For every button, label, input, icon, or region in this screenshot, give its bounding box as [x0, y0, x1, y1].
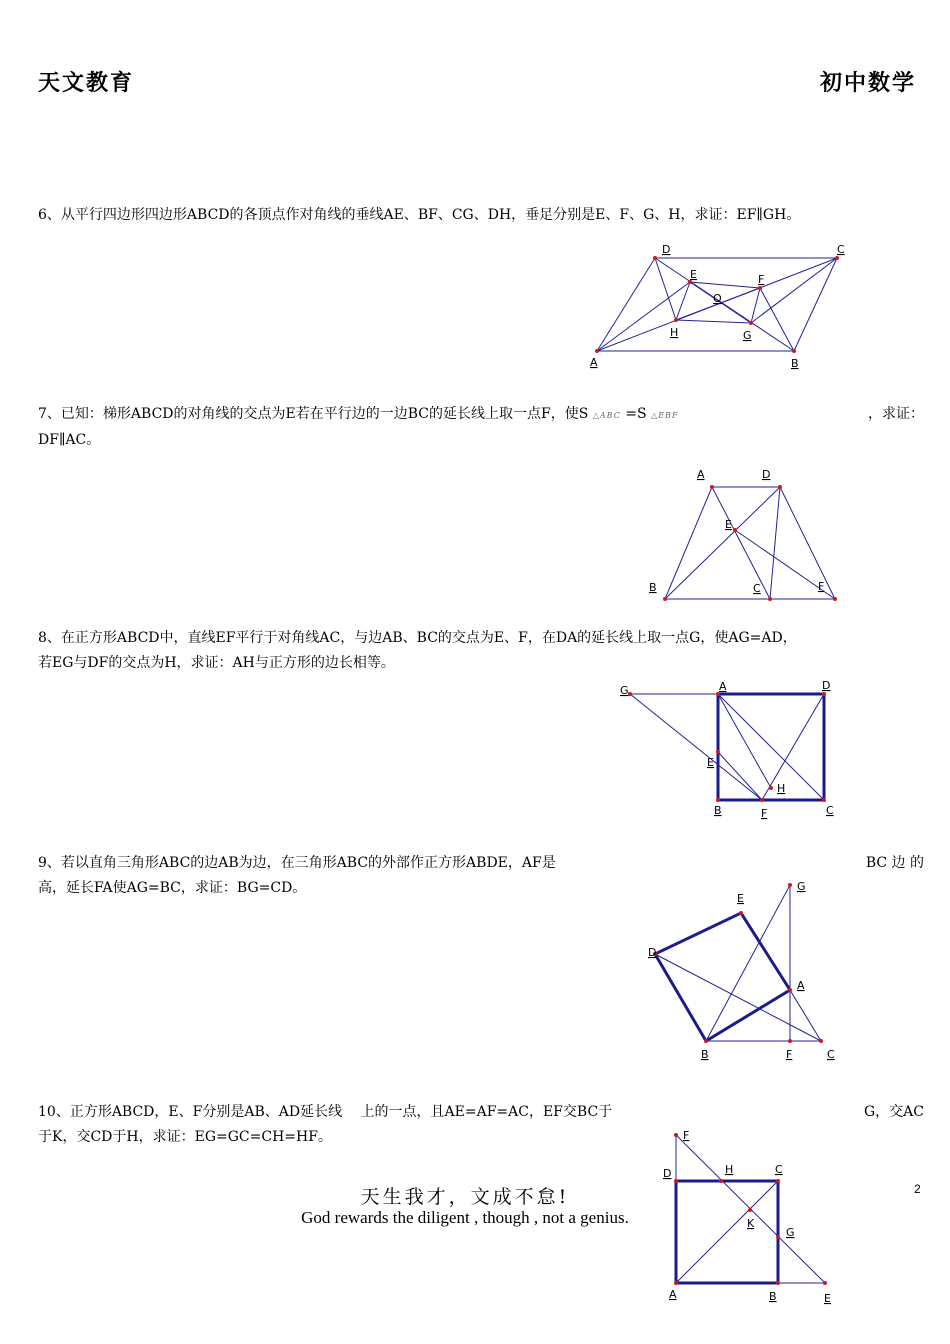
label-k: K: [747, 1217, 755, 1230]
point-g: [628, 692, 632, 696]
problem-10-line-2: 于K，交CD于H，求证：EG=GC=CH=HF。: [38, 1129, 332, 1145]
problem-7-line-1-start: 7、已知：梯形ABCD的对角线的交点为E若在平行边的一边BC的延长线上取一点F，使S: [38, 406, 589, 422]
problem-7-line-2: DF∥AC。: [38, 432, 101, 448]
footer-motto-chinese: 天生我才，文成不怠!: [360, 1186, 570, 1208]
point-f: [758, 286, 762, 290]
point-g: [788, 883, 792, 887]
point-g: [776, 1235, 780, 1239]
point-a: [674, 1281, 678, 1285]
problem-10-figure: [655, 1125, 845, 1315]
label-e: E: [707, 756, 714, 769]
point-d: [653, 256, 657, 260]
problem-7-sub-ebf: △EBF: [651, 411, 679, 420]
label-a: A: [797, 979, 805, 992]
point-f: [760, 798, 764, 802]
point-d: [674, 1179, 678, 1183]
point-k: [748, 1208, 752, 1212]
label-o: O: [713, 292, 722, 305]
label-d: D: [663, 1167, 672, 1180]
label-e: E: [725, 518, 732, 531]
header-left-title: 天文教育: [38, 71, 135, 96]
problem-7-line-1-end: ，求证：: [868, 406, 924, 422]
label-a: A: [697, 468, 705, 481]
label-a: A: [669, 1288, 677, 1301]
point-a: [710, 485, 714, 489]
point-e: [716, 750, 720, 754]
label-b: B: [791, 357, 799, 370]
problem-7-figure: [640, 462, 850, 612]
point-e: [823, 1281, 827, 1285]
point-a: [595, 349, 599, 353]
point-e: [733, 528, 737, 532]
problem-8-line-1: 8、在正方形ABCD中，直线EF平行于对角线AC，与边AB、BC的交点为E、F，在DA的延长线上取一点G，使AG=AD，: [38, 630, 797, 646]
label-d: D: [648, 946, 657, 959]
problem-9-figure: [635, 870, 850, 1070]
label-d: D: [762, 468, 771, 481]
point-b: [776, 1281, 780, 1285]
problem-9-line-1-end: BC 边 的: [865, 855, 924, 871]
problem-7-line-1: [38, 402, 924, 428]
problem-10-line-1-start: 10、正方形ABCD，E、F分别是AB、AD延长线 上的一点，且AE=AF=AC，EF交BC于: [38, 1104, 613, 1120]
problem-8-line-2: 若EG与DF的交点为H，求证：AH与正方形的边长相等。: [38, 655, 395, 671]
problem-7-sub-abc: △ABC: [592, 411, 621, 420]
label-a: A: [590, 356, 598, 369]
label-b: B: [769, 1290, 777, 1303]
label-g: G: [797, 880, 806, 893]
page-number: 2: [914, 1182, 921, 1196]
label-c: C: [753, 582, 761, 595]
label-g: G: [786, 1226, 795, 1239]
label-h: H: [777, 782, 786, 795]
point-f: [833, 597, 837, 601]
point-b: [792, 349, 796, 353]
label-f: F: [683, 1129, 690, 1142]
label-c: C: [826, 804, 834, 817]
label-e: E: [690, 268, 697, 281]
problem-9-line-2: 高，延长FA使AG=BC，求证：BG=CD。: [38, 880, 307, 896]
label-b: B: [649, 581, 657, 594]
label-b: B: [714, 804, 722, 817]
point-c: [776, 1179, 780, 1183]
problem-8-figure: [610, 676, 850, 826]
label-c: C: [775, 1163, 783, 1176]
label-e: E: [824, 1292, 831, 1305]
label-a: A: [719, 680, 727, 693]
point-c: [835, 256, 839, 260]
label-b: B: [701, 1048, 709, 1061]
point-f: [674, 1133, 678, 1137]
point-b: [704, 1039, 708, 1043]
point-g: [749, 321, 753, 325]
point-d: [778, 485, 782, 489]
point-c: [819, 1039, 823, 1043]
problem-6-text: [38, 203, 924, 228]
label-c: C: [837, 243, 845, 256]
point-b: [716, 798, 720, 802]
point-b: [663, 597, 667, 601]
problem-6-line-1: 6、从平行四边形四边形ABCD的各顶点作对角线的垂线AE、BF、CG、DH，垂足分别是E、F、G、H，求证：EF∥GH。: [38, 207, 801, 223]
label-e: E: [737, 892, 744, 905]
label-f: F: [758, 273, 765, 286]
label-g: G: [743, 329, 752, 342]
label-f: F: [818, 580, 825, 593]
point-h: [769, 786, 773, 790]
problem-10-line-1: [38, 1100, 924, 1125]
problem-9-line-1-start: 9、若以直角三角形ABC的边AB为边，在三角形ABC的外部作正方形ABDE，AF是: [38, 855, 556, 871]
problem-7-text: [38, 402, 924, 453]
label-f: F: [786, 1048, 793, 1061]
point-c: [822, 798, 826, 802]
footer-motto-english: God rewards the diligent , though , not a genius.: [301, 1208, 629, 1227]
problem-8-text: [38, 626, 924, 676]
problem-10-line-1-end: G，交AC: [863, 1104, 924, 1120]
label-f: F: [761, 807, 768, 820]
label-h: H: [725, 1163, 734, 1176]
header-right-title: 初中数学: [819, 71, 916, 96]
problem-7-eq: =S: [625, 406, 647, 422]
point-h: [674, 318, 678, 322]
label-d: D: [662, 243, 671, 256]
label-g: G: [620, 684, 629, 697]
point-f: [788, 1039, 792, 1043]
point-c: [768, 597, 772, 601]
point-a: [788, 988, 792, 992]
label-d: D: [822, 679, 831, 692]
point-h: [719, 1179, 723, 1183]
problem-6-figure: [585, 238, 855, 373]
point-e: [739, 911, 743, 915]
point-d: [822, 692, 826, 696]
label-c: C: [827, 1048, 835, 1061]
label-h: H: [670, 326, 679, 339]
